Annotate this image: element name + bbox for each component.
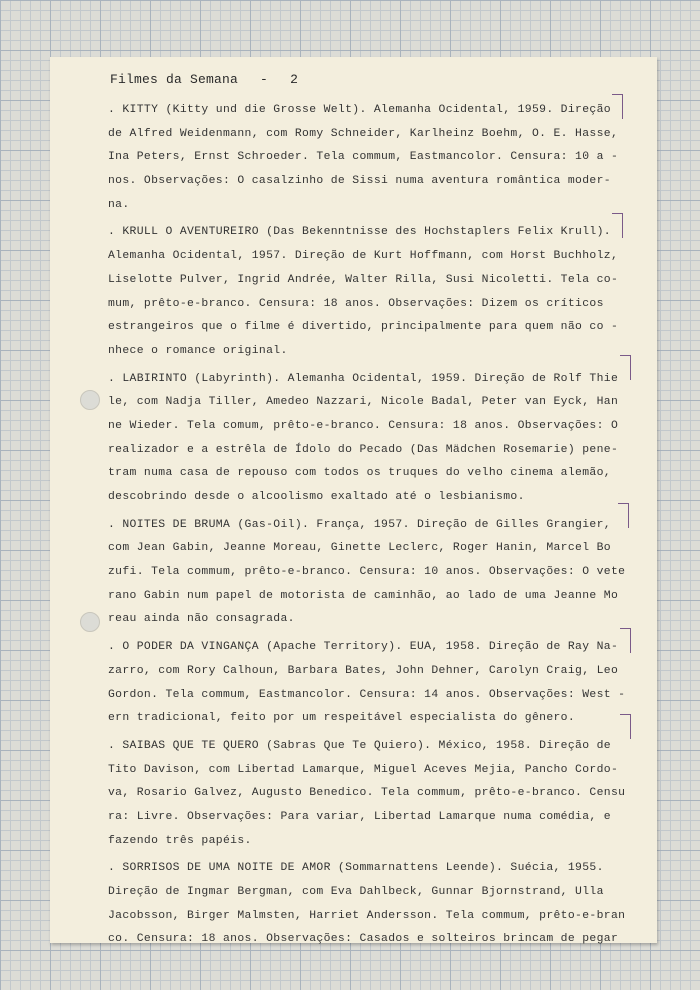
entry-line: tram numa casa de repouso com todos os truques do velho cinema alemão, bbox=[108, 467, 611, 480]
entry-line: nos. Observações: O casalzinho de Sissi numa aventura romântica moder- bbox=[108, 175, 611, 188]
entry-line: zarro, com Rory Calhoun, Barbara Bates, John Dehner, Carolyn Craig, Leo bbox=[108, 664, 619, 677]
film-entry-labirinto bbox=[108, 368, 630, 510]
entry-line: Liselotte Pulver, Ingrid Andrée, Walter Rilla, Susi Nicoletti. Tela co- bbox=[108, 273, 619, 286]
punch-hole bbox=[80, 612, 100, 632]
punch-hole bbox=[80, 390, 100, 410]
entry-line: zufi. Tela commum, prêto-e-branco. Censura: 10 anos. Observações: O vete bbox=[108, 566, 626, 579]
film-entry-saibas-que-te-quero bbox=[108, 735, 630, 853]
entry-line: na. bbox=[108, 198, 130, 211]
film-list bbox=[108, 99, 630, 956]
entry-line: reau ainda não consagrada. bbox=[108, 613, 295, 626]
film-entry-krull bbox=[108, 221, 630, 363]
entry-line: . KRULL O AVENTUREIRO (Das Bekenntnisse des Hochstaplers Felix Krull). bbox=[108, 226, 611, 239]
entry-line: ern tradicional, feito por um respeitável especialista do gênero. bbox=[108, 712, 576, 725]
entry-line: Alemanha Ocidental, 1957. Direção de Kurt Hoffmann, com Horst Buchholz, bbox=[108, 250, 619, 263]
page-separator: - bbox=[260, 72, 269, 87]
entry-line: realizador e a estrêla de Ídolo do Pecado (Das Mädchen Rosemarie) pene- bbox=[108, 443, 619, 456]
page-number: 2 bbox=[290, 72, 299, 87]
page-header bbox=[110, 72, 298, 87]
entry-line: Direção de Ingmar Bergman, com Eva Dahlbeck, Gunnar Bjornstrand, Ulla bbox=[108, 886, 604, 898]
entry-line: . SAIBAS QUE TE QUERO (Sabras Que Te Quiero). México, 1958. Direção de bbox=[108, 739, 611, 752]
film-entry-o-poder-da-vinganca bbox=[108, 636, 630, 731]
entry-line: va, Rosario Galvez, Augusto Benedico. Tela commum, prêto-e-branco. Censu bbox=[108, 787, 626, 800]
entry-line: ne Wieder. Tela comum, prêto-e-branco. Censura: 18 anos. Observações: O bbox=[108, 419, 619, 432]
entry-line: Jacobsson, Birger Malmsten, Harriet Andersson. Tela commum, prêto-e-bran bbox=[108, 909, 626, 922]
entry-line: fazendo três papéis. bbox=[108, 834, 252, 847]
film-entry-sorrisos bbox=[108, 857, 630, 952]
entry-line: com Jean Gabin, Jeanne Moreau, Ginette Leclerc, Roger Hanin, Marcel Bo bbox=[108, 542, 611, 555]
film-entry-kitty bbox=[108, 99, 630, 217]
entry-line: . NOITES DE BRUMA (Gas-Oil). França, 1957. Direção de Gilles Grangier, bbox=[108, 518, 611, 531]
entry-line: nhece o romance original. bbox=[108, 344, 288, 357]
entry-line: rano Gabin num papel de motorista de caminhão, ao lado de uma Jeanne Mo bbox=[108, 589, 619, 602]
entry-line: . LABIRINTO (Labyrinth). Alemanha Ocidental, 1959. Direção de Rolf Thie bbox=[108, 372, 619, 385]
entry-line: co. Censura: 18 anos. Observações: Casados e solteiros brincam de pegar bbox=[108, 933, 619, 946]
page-title: Filmes da Semana bbox=[110, 72, 239, 87]
entry-line: . KITTY (Kitty und die Grosse Welt). Alemanha Ocidental, 1959. Direção bbox=[108, 104, 611, 116]
entry-line: Ina Peters, Ernst Schroeder. Tela commum, Eastmancolor. Censura: 10 a - bbox=[108, 151, 619, 164]
entry-line: Tito Davison, com Libertad Lamarque, Miguel Aceves Mejia, Pancho Cordo- bbox=[108, 763, 619, 776]
entry-line: . O PODER DA VINGANÇA (Apache Territory). EUA, 1958. Direção de Ray Na- bbox=[108, 641, 619, 654]
entry-line: de Alfred Weidenmann, com Romy Schneider, Karlheinz Boehm, O. E. Hasse, bbox=[108, 127, 619, 140]
entry-line: Gordon. Tela commum, Eastmancolor. Censura: 14 anos. Observações: West - bbox=[108, 688, 626, 701]
entry-line: . SORRISOS DE UMA NOITE DE AMOR (Sommarnattens Leende). Suécia, 1955. bbox=[108, 862, 604, 875]
film-entry-noites-de-bruma bbox=[108, 514, 630, 632]
entry-line: mum, prêto-e-branco. Censura: 18 anos. Observações: Dizem os críticos bbox=[108, 297, 604, 310]
entry-line: le, com Nadja Tiller, Amedeo Nazzari, Nicole Badal, Peter van Eyck, Han bbox=[108, 396, 619, 409]
entry-line: ra: Livre. Observações: Para variar, Libertad Lamarque numa comédia, e bbox=[108, 810, 611, 823]
entry-line: estrangeiros que o filme é divertido, principalmente para quem não co - bbox=[108, 321, 619, 334]
entry-line: descobrindo desde o alcoolismo exaltado até o lesbianismo. bbox=[108, 491, 525, 503]
